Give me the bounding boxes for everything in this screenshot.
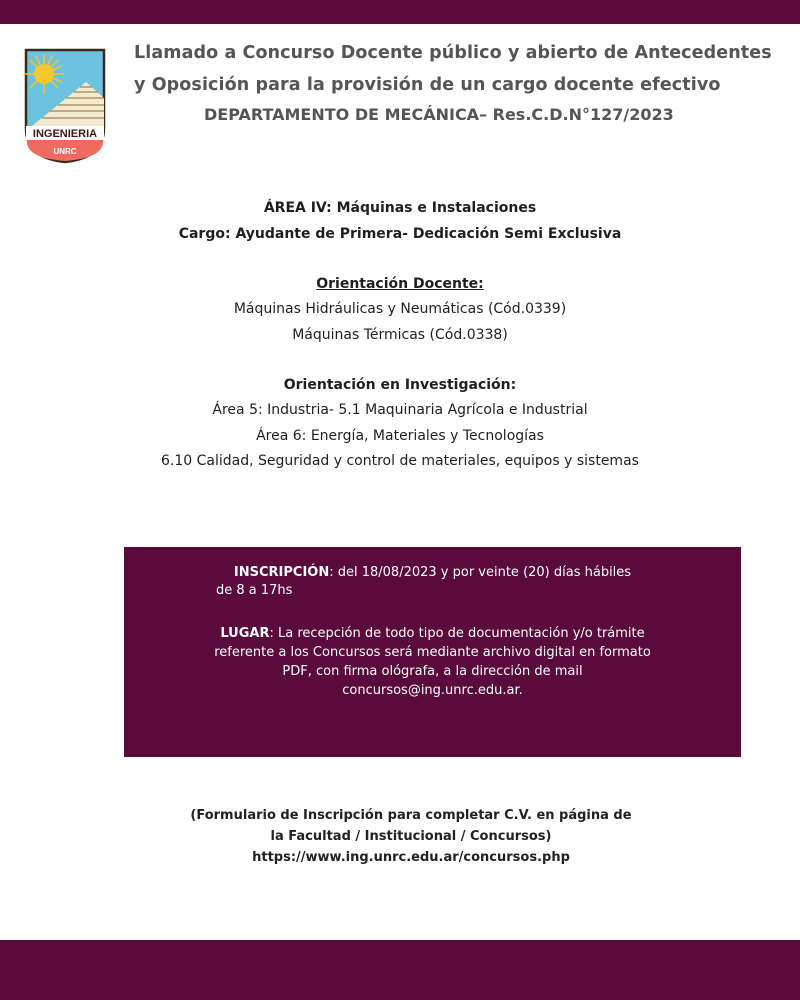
inscripcion-label: INSCRIPCIÓN xyxy=(233,565,330,580)
inscripcion-hours: de 8 a 17hs xyxy=(216,583,293,598)
footer-url: https://www.ing.unrc.edu.ar/concursos.php xyxy=(252,850,570,865)
lugar-label: LUGAR xyxy=(220,626,270,641)
orientacion-investigacion-item: 6.10 Calidad, Seguridad y control de materiales, equipos y sistemas xyxy=(161,453,639,469)
top-band xyxy=(0,0,800,24)
inscripcion-line xyxy=(124,563,741,582)
header-line-2: y Oposición para la provisión de un cargo docente efectivo xyxy=(134,75,721,95)
lugar-text-3: PDF, con firma ológrafa, a la dirección de mail xyxy=(282,664,583,679)
lugar-line xyxy=(124,624,741,643)
logo-text: INGENIERIA xyxy=(32,128,98,140)
footer-line-1: (Formulario de Inscripción para completar C.V. en página de xyxy=(190,808,632,823)
header-line-1: Llamado a Concurso Docente público y abierto de Antecedentes xyxy=(134,43,772,63)
orientacion-investigacion-item: Área 5: Industria- 5.1 Maquinaria Agrícola e Industrial xyxy=(212,402,588,418)
header-department: DEPARTAMENTO DE MECÁNICA– Res.C.D.N°127/2023 xyxy=(204,105,674,124)
orientacion-investigacion-title: Orientación en Investigación: xyxy=(283,377,517,393)
logo-subtext: UNRC xyxy=(53,147,77,156)
lugar-text-1: : La recepción de todo tipo de documentación y/o trámite xyxy=(269,626,645,641)
orientacion-docente-item: Máquinas Térmicas (Cód.0338) xyxy=(292,327,508,343)
orientacion-investigacion-item: Área 6: Energía, Materiales y Tecnologías xyxy=(256,428,544,444)
info-panel xyxy=(124,547,741,757)
footer-line-2: la Facultad / Institucional / Concursos) xyxy=(270,829,552,844)
cargo-line: Cargo: Ayudante de Primera- Dedicación Semi Exclusiva xyxy=(178,226,622,242)
area-title: ÁREA IV: Máquinas e Instalaciones xyxy=(263,200,537,216)
lugar-email: concursos@ing.unrc.edu.ar. xyxy=(342,683,523,698)
orientacion-docente-title: Orientación Docente: xyxy=(316,276,484,292)
lugar-text-2: referente a los Concursos será mediante archivo digital en formato xyxy=(214,645,651,660)
bottom-band xyxy=(0,940,800,1000)
inscripcion-text: : del 18/08/2023 y por veinte (20) días hábiles xyxy=(329,565,632,580)
faculty-logo xyxy=(24,46,106,164)
orientacion-docente-item: Máquinas Hidráulicas y Neumáticas (Cód.0339) xyxy=(233,301,567,317)
